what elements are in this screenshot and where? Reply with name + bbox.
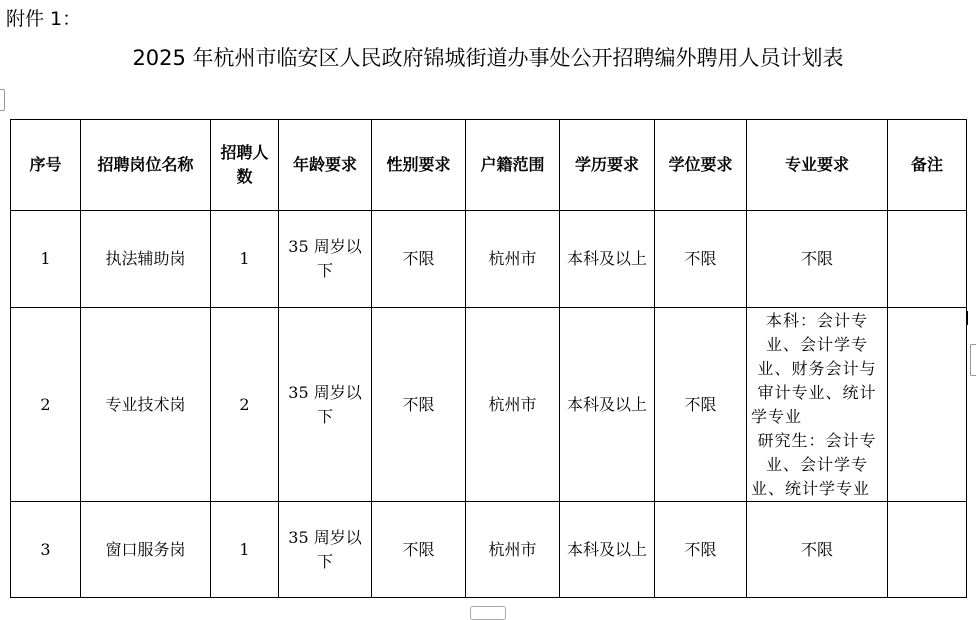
recruitment-plan-table bbox=[10, 119, 967, 598]
cell-degree: 不限 bbox=[655, 502, 747, 598]
major-grad-text: 研究生：会计专业、会计学专业、统计学专业 bbox=[751, 430, 877, 498]
attachment-label: 附件 1： bbox=[6, 8, 82, 30]
cell-gender: 不限 bbox=[372, 211, 466, 308]
header-cell-remark: 备注 bbox=[888, 120, 967, 211]
cell-no: 3 bbox=[11, 502, 81, 598]
cell-major: 不限 bbox=[747, 502, 888, 598]
header-cell-degree: 学位要求 bbox=[655, 120, 747, 211]
major-undergrad-text: 本科：会计专业、会计学专业、财务会计与审计专业、统计学专业 bbox=[751, 310, 877, 426]
header-cell-no: 序号 bbox=[11, 120, 81, 211]
cell-remark bbox=[888, 211, 967, 308]
header-cell-major: 专业要求 bbox=[747, 120, 888, 211]
page-marker-bottom bbox=[470, 606, 506, 620]
header-cell-age: 年龄要求 bbox=[279, 120, 372, 211]
cell-remark bbox=[888, 308, 967, 502]
cell-count: 2 bbox=[211, 308, 279, 502]
cell-age: 35 周岁以下 bbox=[279, 211, 372, 308]
cell-no: 1 bbox=[11, 211, 81, 308]
cell-position: 窗口服务岗 bbox=[81, 502, 211, 598]
cell-education: 本科及以上 bbox=[560, 211, 655, 308]
table-row bbox=[11, 502, 967, 598]
header-cell-hukou: 户籍范围 bbox=[466, 120, 560, 211]
cell-gender: 不限 bbox=[372, 308, 466, 502]
header-cell-education: 学历要求 bbox=[560, 120, 655, 211]
cell-degree: 不限 bbox=[655, 308, 747, 502]
cell-hukou: 杭州市 bbox=[466, 502, 560, 598]
header-cell-position: 招聘岗位名称 bbox=[81, 120, 211, 211]
cell-position: 专业技术岗 bbox=[81, 308, 211, 502]
table-row bbox=[11, 308, 967, 502]
cell-major bbox=[747, 308, 888, 502]
header-cell-count: 招聘人数 bbox=[211, 120, 279, 211]
cell-count: 1 bbox=[211, 211, 279, 308]
cell-remark bbox=[888, 502, 967, 598]
cell-count: 1 bbox=[211, 502, 279, 598]
page-title: 2025 年杭州市临安区人民政府锦城街道办事处公开招聘编外聘用人员计划表 bbox=[132, 46, 844, 70]
cell-age: 35 周岁以下 bbox=[279, 502, 372, 598]
cell-position: 执法辅助岗 bbox=[81, 211, 211, 308]
margin-marker-left bbox=[0, 89, 5, 111]
cell-gender: 不限 bbox=[372, 502, 466, 598]
cell-education: 本科及以上 bbox=[560, 502, 655, 598]
header-cell-gender: 性别要求 bbox=[372, 120, 466, 211]
cell-age: 35 周岁以下 bbox=[279, 308, 372, 502]
table-header-row bbox=[11, 120, 967, 211]
cell-hukou: 杭州市 bbox=[466, 308, 560, 502]
cell-degree: 不限 bbox=[655, 211, 747, 308]
cell-hukou: 杭州市 bbox=[466, 211, 560, 308]
table-row bbox=[11, 211, 967, 308]
margin-marker-right bbox=[970, 344, 976, 376]
cell-no: 2 bbox=[11, 308, 81, 502]
cell-education: 本科及以上 bbox=[560, 308, 655, 502]
cell-major: 不限 bbox=[747, 211, 888, 308]
